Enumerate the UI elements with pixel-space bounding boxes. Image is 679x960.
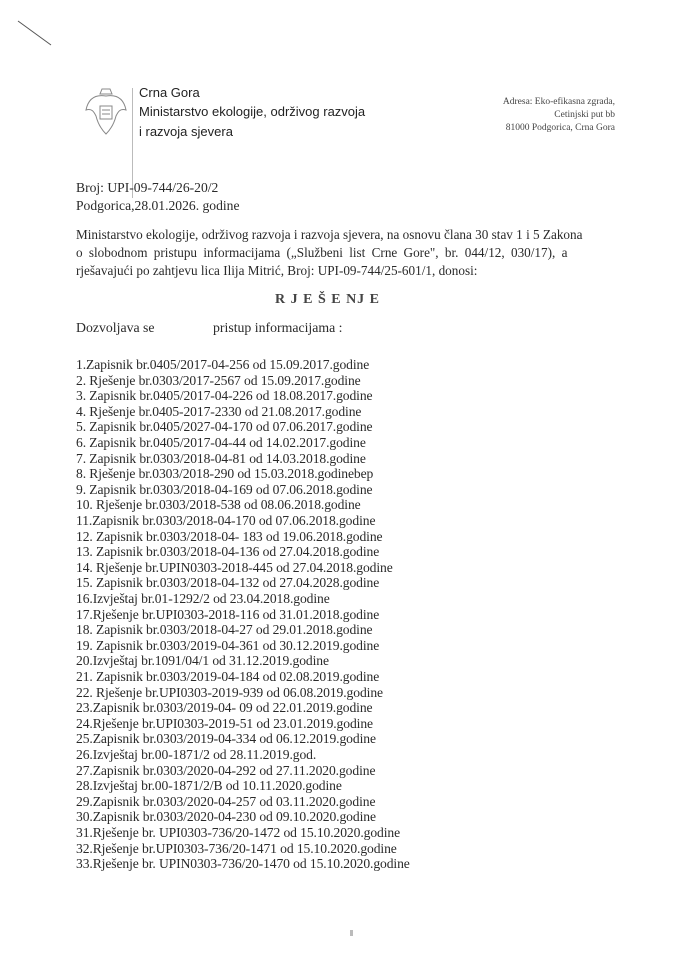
- address-line2: Cetinjski put bb: [554, 110, 615, 120]
- list-item: 19. Zapisnik br.0303/2019-04-361 od 30.12.2019.godine: [76, 637, 380, 653]
- list-item: 7. Zapisnik br.0303/2018-04-81 od 14.03.2018.godine: [76, 450, 366, 466]
- list-item: 8. Rješenje br.0303/2018-290 od 15.03.2018.godinebep: [76, 466, 374, 482]
- list-item: 12. Zapisnik br.0303/2018-04- 183 od 19.06.2018.godine: [76, 528, 383, 544]
- address-line3: 81000 Podgorica, Crna Gora: [505, 123, 615, 133]
- reference-number: Broj: UPI-09-744/26-20/2: [76, 180, 219, 195]
- grant-text-right: pristup informacijama :: [213, 320, 343, 335]
- list-item: 6. Zapisnik br.0405/2017-04-44 od 14.02.2017.godine: [76, 435, 366, 450]
- list-item: 3. Zapisnik br.0405/2017-04-226 od 18.08.2017.godine: [76, 388, 373, 404]
- intro-line3: rješavajući po zahtjevu lica Ilija Mitrić, Broj: UPI-09-744/25-601/1, donosi:: [76, 263, 478, 278]
- list-item: 16.Izvještaj br.01-1292/2 od 23.04.2018.godine: [76, 591, 330, 606]
- list-item: 2. Rješenje br.0303/2017-2567 od 15.09.2017.godine: [76, 372, 361, 388]
- list-item: 9. Zapisnik br.0303/2018-04-169 od 07.06.2018.godine: [76, 481, 373, 497]
- coat-of-arms-icon: [84, 86, 128, 138]
- list-item: 21. Zapisnik br.0303/2019-04-184 od 02.08.2019.godine: [76, 669, 380, 684]
- list-item: 28.Izvještaj br.00-1871/2/B od 10.11.2020.godine: [76, 778, 342, 794]
- scan-speck: [350, 930, 353, 936]
- list-item: 26.Izvještaj br.00-1871/2 od 28.11.2019.god.: [76, 747, 317, 762]
- list-item: 32.Rješenje br.UPI0303-736/20-1471 od 15.10.2020.godine: [76, 840, 397, 856]
- list-item: 13. Zapisnik br.0303/2018-04-136 od 27.04.2018.godine: [76, 544, 380, 560]
- list-item: 23.Zapisnik br.0303/2019-04- 09 od 22.01.2019.godine: [76, 700, 373, 716]
- address-line1: Adresa: Eko-efikasna zgrada,: [502, 97, 615, 107]
- list-item: 22. Rješenje br.UPI0303-2019-939 od 06.08.2019.godine: [76, 684, 383, 700]
- list-item: 27.Zapisnik br.0303/2020-04-292 od 27.11.2020.godine: [76, 762, 376, 778]
- list-item: 31.Rješenje br. UPI0303-736/20-1472 od 15.10.2020.godine: [76, 825, 401, 840]
- ministry-name-line1: Ministarstvo ekologije, održivog razvoja: [139, 104, 366, 119]
- list-item: 5. Zapisnik br.0405/2027-04-170 od 07.06.2017.godine: [76, 419, 373, 435]
- list-item: 14. Rješenje br.UPIN0303-2018-445 od 27.04.2018.godine: [76, 559, 393, 575]
- list-item: 15. Zapisnik br.0303/2018-04-132 od 27.04.2028.godine: [76, 575, 380, 591]
- list-item: 30.Zapisnik br.0303/2020-04-230 od 09.10.2020.godine: [76, 809, 376, 825]
- place-date: Podgorica,28.01.2026. godine: [76, 198, 240, 213]
- ministry-name-line2: i razvoja sjevera: [139, 124, 233, 139]
- list-item: 17.Rješenje br.UPI0303-2018-116 od 31.01.2018.godine: [76, 606, 380, 622]
- list-item: 25.Zapisnik br.0303/2019-04-334 od 06.12.2019.godine: [76, 731, 376, 747]
- list-item: 33.Rješenje br. UPIN0303-736/20-1470 od 15.10.2020.godine: [76, 856, 410, 872]
- country-name: Crna Gora: [139, 85, 200, 100]
- list-item: 10. Rješenje br.0303/2018-538 od 08.06.2018.godine: [76, 497, 361, 513]
- intro-line2: o slobodnom pristupu informacijama („Službeni list Crne Gore", br. 044/12, 030/17), a: [76, 245, 568, 260]
- list-item: 24.Rješenje br.UPI0303-2019-51 od 23.01.2019.godine: [76, 715, 373, 731]
- intro-line1: Ministarstvo ekologije, održivog razvoja i razvoja sjevera, na osnovu člana 30 stav 1 i 5 Zakona: [76, 227, 583, 242]
- list-item: 11.Zapisnik br.0303/2018-04-170 od 07.06.2018.godine: [76, 513, 376, 528]
- list-item: 4. Rješenje br.0405-2017-2330 od 21.08.2017.godine: [76, 403, 362, 419]
- list-item: 1.Zapisnik br.0405/2017-04-256 od 15.09.2017.godine: [76, 357, 370, 372]
- grant-text-left: Dozvoljava se: [76, 320, 155, 335]
- scan-mark-line: [15, 18, 55, 48]
- decision-title: R J E Š E NJ E: [275, 292, 381, 307]
- list-item: 18. Zapisnik br.0303/2018-04-27 od 29.01.2018.godine: [76, 622, 373, 638]
- list-item: 29.Zapisnik br.0303/2020-04-257 od 03.11.2020.godine: [76, 793, 376, 809]
- list-item: 20.Izvještaj br.1091/04/1 od 31.12.2019.godine: [76, 653, 329, 669]
